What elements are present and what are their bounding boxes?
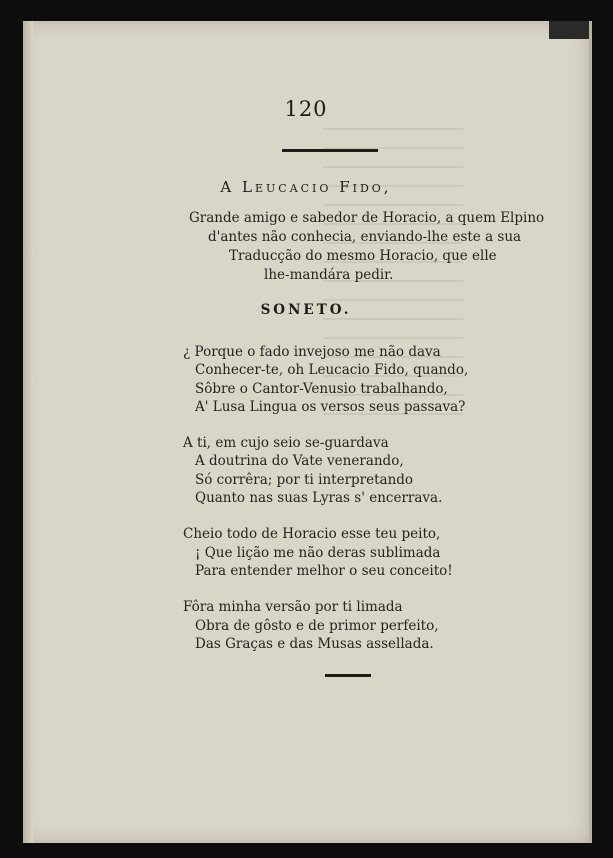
sonnet <box>183 343 563 671</box>
page-corner <box>549 21 589 39</box>
dedication-line: Grande amigo e sabedor de Horacio, a quem Elpino <box>189 210 545 226</box>
verse-line: Cheio todo de Horacio esse teu peito, <box>183 526 441 543</box>
verse-line: Quanto nas suas Lyras s' encerrava. <box>195 490 443 507</box>
verse-line: Fôra minha versão por ti limada <box>183 599 403 616</box>
dedication-line: d'antes não conhecia, enviando-lhe este a sua <box>208 229 522 245</box>
page-gutter <box>23 21 33 843</box>
verse-line: ¡ Que lição me não deras sublimada <box>195 544 441 561</box>
stanza-3 <box>183 525 563 580</box>
stanza-2 <box>183 434 563 507</box>
book-page <box>23 21 592 843</box>
verse-line: A ti, em cujo seio se-guardava <box>183 435 389 452</box>
poem-subtitle: SONETO. <box>260 302 352 318</box>
verse-line: A doutrina do Vate venerando, <box>195 453 404 470</box>
bottom-rule <box>325 674 371 677</box>
verse-line: Obra de gôsto e de primor perfeito, <box>195 617 439 634</box>
stanza-1 <box>183 343 563 416</box>
verse-line: Sôbre o Cantor-Venusio trabalhando, <box>195 380 448 397</box>
verse-line: Só corrêra; por ti interpretando <box>195 471 414 488</box>
dedication <box>161 209 545 285</box>
page-number: 120 <box>284 97 328 121</box>
stanza-4 <box>183 598 563 653</box>
page-title: A Leucacio Fido, <box>220 178 392 196</box>
top-rule <box>282 149 378 152</box>
verse-line: A' Lusa Lingua os versos seus passava? <box>195 398 466 415</box>
dedication-line: lhe-mandára pedir. <box>264 267 394 283</box>
verse-line: Conhecer-te, oh Leucacio Fido, quando, <box>195 362 469 379</box>
verse-line: Para entender melhor o seu conceito! <box>195 562 453 579</box>
dedication-line: Traducção do mesmo Horacio, que elle <box>229 248 497 264</box>
verse-line: ¿ Porque o fado invejoso me não dava <box>183 344 441 360</box>
verse-line: Das Graças e das Musas assellada. <box>195 635 434 652</box>
